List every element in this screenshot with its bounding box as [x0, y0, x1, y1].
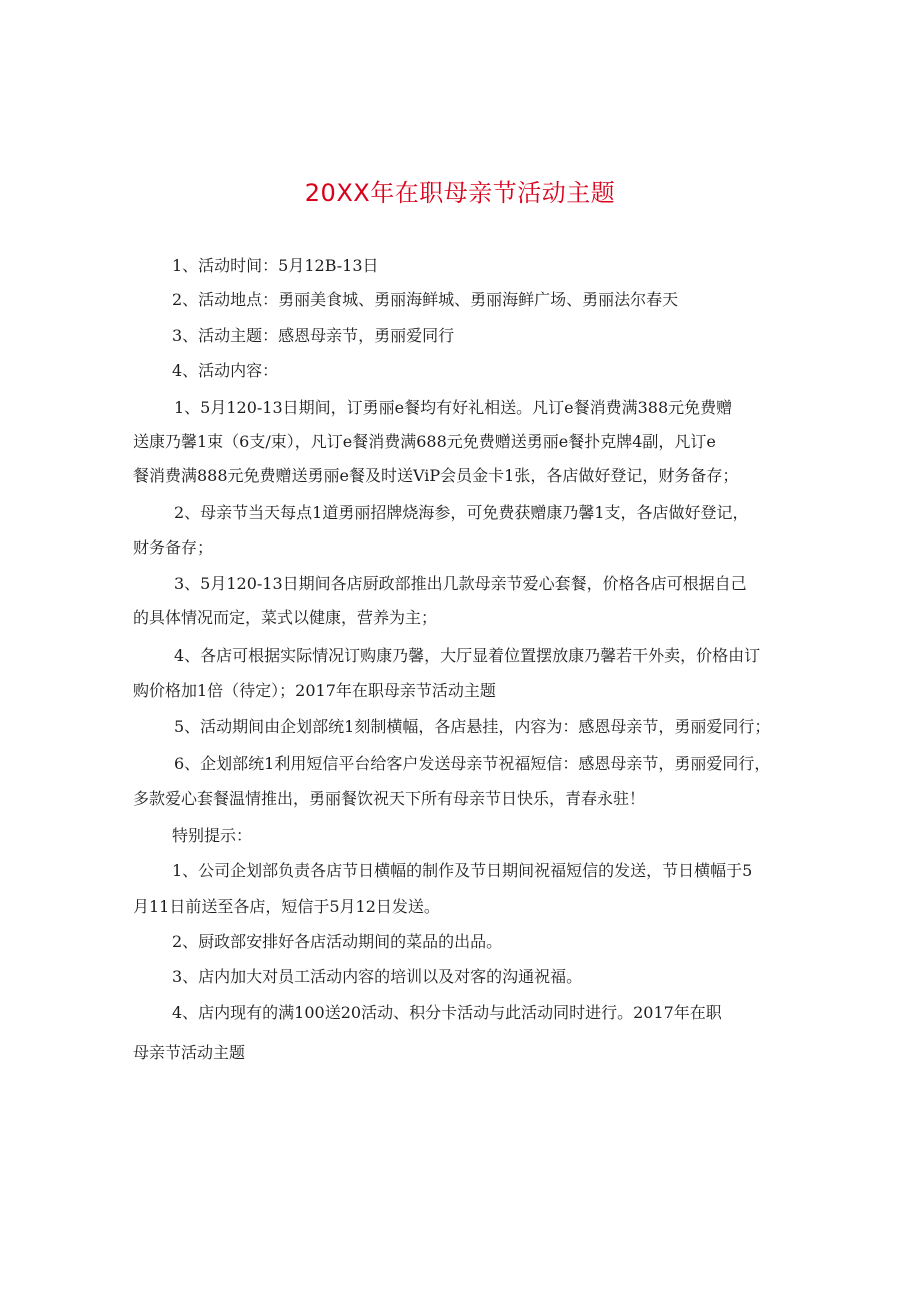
text-line: 4、店内现有的满100送20活动、积分卡活动与此活动同时进行。2017年在职	[172, 1003, 722, 1022]
text-line: 5、活动期间由企划部统1刻制横幅，各店悬挂，内容为：感恩母亲节，勇丽爱同行；	[174, 717, 771, 736]
text-line: 母亲节活动主题	[133, 1043, 246, 1062]
text-line: 特别提示：	[172, 826, 253, 845]
text-line: 1、公司企划部负责各店节日横幅的制作及节日期间祝福短信的发送，节日横幅于5	[172, 861, 753, 880]
text-line: 餐消费满888元免费赠送勇丽e餐及时送ViP会员金卡1张，各店做好登记，财务备存；	[133, 466, 739, 485]
text-line: 6、企划部统1利用短信平台给客户发送母亲节祝福短信：感恩母亲节，勇丽爱同行，	[174, 754, 771, 773]
text-line: 的具体情况而定，菜式以健康，营养为主；	[133, 608, 438, 627]
text-line: 月11日前送至各店，短信于5月12日发送。	[133, 897, 440, 916]
text-line: 1、活动时间：5月12B-13日	[172, 256, 379, 275]
text-line: 购价格加1倍（待定）；2017年在职母亲节活动主题	[133, 681, 496, 700]
text-line: 4、各店可根据实际情况订购康乃馨，大厅显着位置摆放康乃馨若干外卖，价格由订	[174, 646, 761, 665]
text-line: 财务备存；	[133, 538, 214, 557]
text-line: 送康乃馨1束（6支/束），凡订e餐消费满688元免费赠送勇丽e餐扑克牌4副，凡订e	[133, 432, 716, 451]
text-line: 1、5月120-13日期间，订勇丽e餐均有好礼相送。凡订e餐消费满388元免费赠	[174, 398, 733, 417]
text-line: 2、厨政部安排好各店活动期间的菜品的出品。	[172, 932, 503, 951]
document-title: 20XX年在职母亲节活动主题	[304, 179, 616, 207]
text-line: 多款爱心套餐温情推出，勇丽餐饮祝天下所有母亲节日快乐，青春永驻！	[133, 789, 646, 808]
text-line: 3、活动主题：感恩母亲节，勇丽爱同行	[172, 326, 455, 345]
text-line: 2、活动地点：勇丽美食城、勇丽海鲜城、勇丽海鲜广场、勇丽法尔春天	[172, 290, 679, 309]
text-line: 2、母亲节当天每点1道勇丽招牌烧海参，可免费获赠康乃馨1支，各店做好登记，	[174, 503, 749, 522]
text-line: 3、店内加大对员工活动内容的培训以及对客的沟通祝福。	[172, 967, 583, 986]
text-line: 3、5月120-13日期间各店厨政部推出几款母亲节爱心套餐，价格各店可根据自己	[174, 574, 747, 593]
text-line: 4、活动内容：	[172, 361, 279, 380]
